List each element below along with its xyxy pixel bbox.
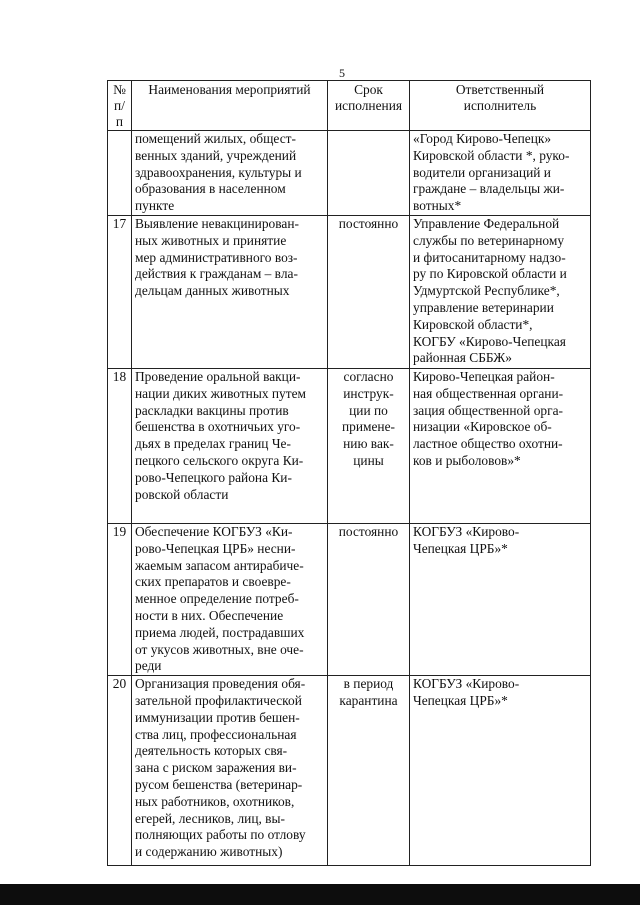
row-name: Выявление невакцинирован- ных животных и принятие мер административного воз- действия к гражданам – вла- дельцам данных животных [132,216,328,369]
table-row [108,131,591,216]
row-deadline: постоянно [328,524,410,676]
table-header-row [108,81,591,131]
row-num: 18 [108,369,132,524]
row-name: Проведение оральной вакци- нации диких животных путем раскладки вакцины против бешенства в охотничьих уго- дьях в пределах границ Че- пецкого сельского округа Ки- рово-Чепецкого района Ки- ровской области [132,369,328,524]
row-executor: «Город Кирово-Чепецк» Кировской области *, руко- водители организаций и граждане – владельцы жи- вотных* [410,131,591,216]
row-num: 17 [108,216,132,369]
row-deadline: в период карантина [328,676,410,866]
page-number: 5 [339,66,345,80]
table-row [108,216,591,369]
row-executor: КОГБУЗ «Кирово- Чепецкая ЦРБ»* [410,676,591,866]
header-executor: Ответственный исполнитель [410,81,591,131]
row-name: Обеспечение КОГБУЗ «Ки- рово-Чепецкая ЦРБ» несни- жаемым запасом антирабиче- ских препаратов и своевре- менное определение потреб- ности в них. Обеспечение приема людей, пострадавших от укусов животных, вне оче- реди [132,524,328,676]
row-deadline: согласно инструк- ции по примене- нию вак- цины [328,369,410,524]
row-num [108,131,132,216]
row-num: 19 [108,524,132,676]
header-num: № п/п [108,81,132,131]
row-name: Организация проведения обя- зательной профилактической иммунизации против бешен- ства лиц, профессиональная деятельность которых свя- зана с риском заражения ви- русом бешенства (ветеринар- ных работников, охотников, егерей, лесников, лиц, вы- полняющих работы по отлову и содержанию животных) [132,676,328,866]
header-name: Наименования мероприятий [132,81,328,131]
row-name: помещений жилых, общест- венных зданий, учреждений здравоохранения, культуры и образования в населенном пункте [132,131,328,216]
row-num: 20 [108,676,132,866]
table-row [108,676,591,866]
table-row [108,524,591,676]
table-row [108,369,591,524]
measures-table [107,80,591,866]
row-deadline: постоянно [328,216,410,369]
row-executor: Кирово-Чепецкая район- ная общественная органи- зация общественной орга- низации «Кировское об- ластное общество охотни- ков и рыболовов»* [410,369,591,524]
row-deadline [328,131,410,216]
header-deadline: Срок исполнения [328,81,410,131]
scan-edge-bar [0,884,640,905]
row-executor: Управление Федеральной службы по ветеринарному и фитосанитарному надзо- ру по Кировской области и Удмуртской Республике*, управление ветеринарии Кировской области*, КОГБУ «Кирово-Чепецкая районная СББЖ» [410,216,591,369]
row-executor: КОГБУЗ «Кирово- Чепецкая ЦРБ»* [410,524,591,676]
